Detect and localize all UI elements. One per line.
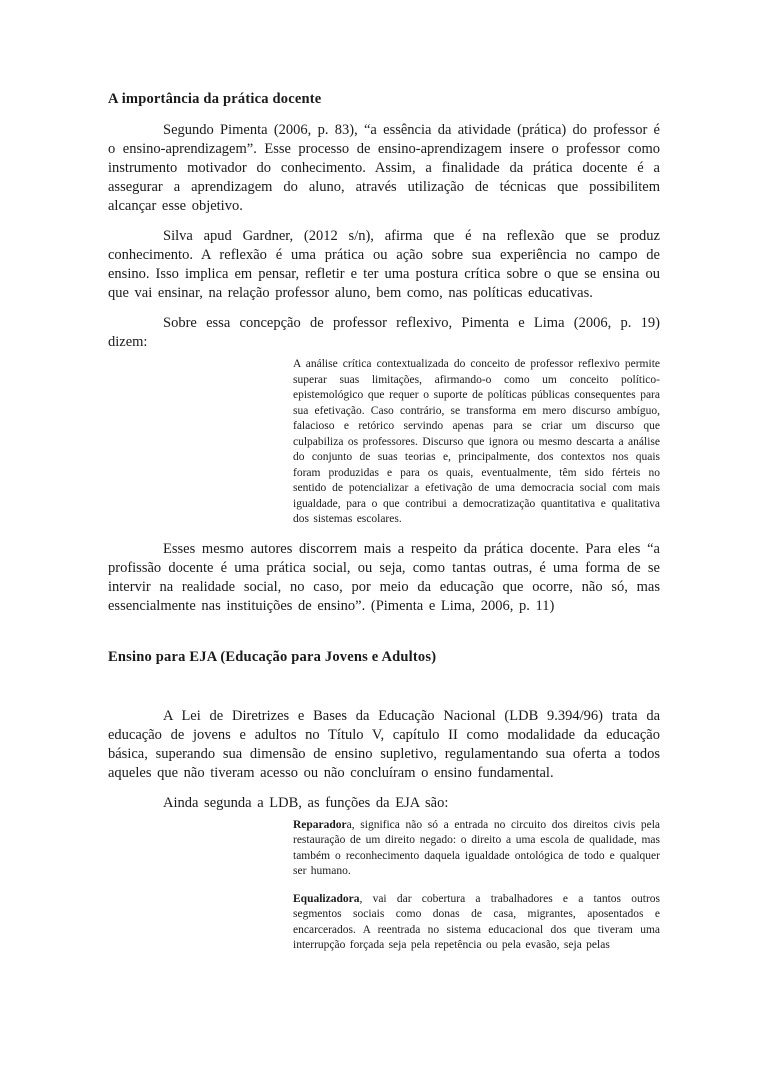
- quote-bold-equalizadora: Equalizadora: [293, 892, 360, 905]
- section-title-pratica-docente: A importância da prática docente: [108, 91, 322, 107]
- paragraph-profissao-docente: Esses mesmo autores discorrem mais a respeito da prática docente. Para eles “a profissão docente é uma prática social, ou seja, como tantas outras, é uma forma de se intervir na realidade social, no caso, por meio da educação que ocorre, não só, mas essencialmente nas instituições de ensino”. (Pimenta e Lima, 2006, p. 11): [108, 540, 660, 614]
- paragraph-funcoes-eja-intro: Ainda segunda a LDB, as funções da EJA são:: [163, 794, 449, 811]
- paragraph-professor-reflexivo-intro: Sobre essa concepção de professor reflexivo, Pimenta e Lima (2006, p. 19) dizem:: [108, 315, 660, 350]
- section-title-eja: Ensino para EJA (Educação para Jovens e Adultos): [108, 648, 437, 665]
- block-quote-analise-critica: A análise crítica contextualizada do conceito de professor reflexivo permite superar suas limitações, afirmando-o como um conceito político-epistemológico que requer o suporte de políticas públicas consequentes para sua efetivação. Caso contrário, se transforma em mero discurso ambíguo, falacioso e retórico servindo apenas para se criar um discurso que culpabiliza os professores. Discurso que ignora ou mesmo descarta a análise do conjunto de suas teorias e, principalmente, dos contextos nos quais foram produzidas e para os quais, eventualmente, têm sido férteis no sentido de potencializar a efetivação de uma democracia social com mais igualdade, para o que contribui a democratização quantitativa e qualitativa dos sistemas escolares.: [293, 358, 660, 525]
- paragraph-silva-gardner: Silva apud Gardner, (2012 s/n), afirma que é na reflexão que se produz conhecimento. A reflexão é uma prática ou ação sobre sua experiência no campo de ensino. Isso implica em pensar, refletir e ter uma postura crítica sobre o que se ensina ou que vai ensinar, na relação professor aluno, bem como, nas políticas educativas.: [108, 228, 660, 301]
- quote-text-equalizadora: , vai dar cobertura a trabalhadores e a tantos outros segmentos sociais como donas de casa, migrantes, aposentados e encarcerados. A reentrada no sistema educacional dos que tiveram uma interrupção forçada seja pela repetência ou pela evasão, seja pelas: [293, 892, 660, 951]
- block-quote-equalizadora: [293, 892, 660, 954]
- paragraph-ldb: A Lei de Diretrizes e Bases da Educação Nacional (LDB 9.394/96) trata da educação de jovens e adultos no Título V, capítulo II como modalidade da educação básica, superando sua dimensão de ensino supletivo, regulamentando sua oferta a todos aqueles que não tiveram acesso ou não concluíram o ensino fundamental.: [108, 707, 660, 781]
- paragraph-pimenta-essencia: Segundo Pimenta (2006, p. 83), “a essência da atividade (prática) do professor é o ensino-aprendizagem”. Esse processo de ensino-aprendizagem insere o professor como instrumento motivador do conhecimento. Assim, a finalidade da prática docente é a assegurar a aprendizagem do aluno, através utilização de técnicas que possibilitem alcançar esse objetivo.: [108, 122, 660, 214]
- block-quote-reparadora: [293, 818, 660, 880]
- quote-text-reparadora: a, significa não só a entrada no circuito dos direitos civis pela restauração de um direito negado: o direito a uma escola de qualidade, mas também o reconhecimento daquela igualdade ontológica de todo e qualquer ser humano.: [293, 818, 660, 877]
- quote-bold-reparadora: Reparador: [293, 818, 347, 831]
